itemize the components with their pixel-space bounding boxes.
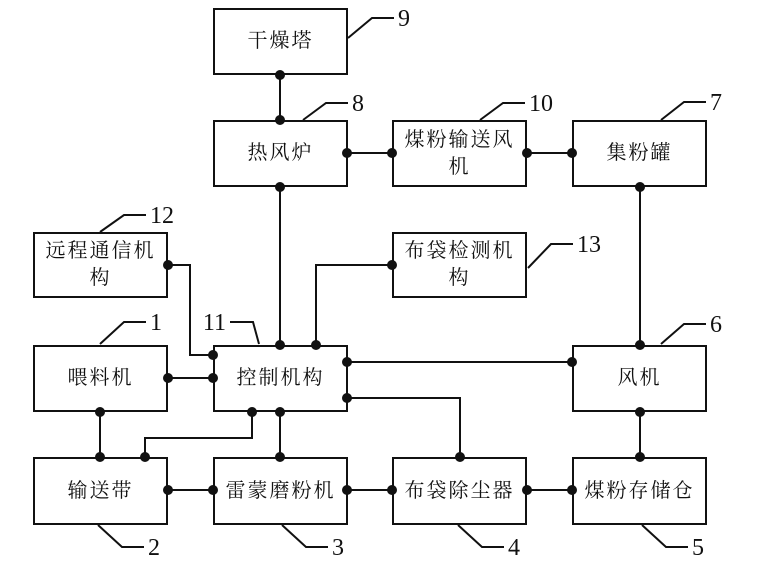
callout-leader-line xyxy=(458,525,504,547)
box-label-feeder: 喂料机 xyxy=(67,367,134,389)
callout-leader-line xyxy=(303,103,348,120)
callout-ref-1: 1 xyxy=(150,310,162,336)
box-powder-collecting-tank xyxy=(572,120,707,187)
box-label-coal-powder-transport-fan: 煤粉输送风机 xyxy=(404,128,515,178)
box-drying-tower xyxy=(213,8,348,75)
box-label-drying-tower: 干燥塔 xyxy=(247,30,314,52)
connector-line xyxy=(145,412,252,457)
callout-ref-8: 8 xyxy=(352,91,364,117)
callout-ref-11: 11 xyxy=(202,310,226,336)
box-bag-dust-collector xyxy=(392,457,527,525)
box-label-bag-detection: 布袋检测机构 xyxy=(404,240,515,289)
callout-ref-9: 9 xyxy=(398,6,410,32)
callout-leader-line xyxy=(642,525,688,547)
callout-leader-line xyxy=(230,322,259,344)
callout-leader-line xyxy=(98,525,144,547)
callout-ref-7: 7 xyxy=(710,90,722,116)
box-label-coal-powder-storage-bin: 煤粉存储仓 xyxy=(584,479,695,502)
callout-ref-2: 2 xyxy=(148,535,160,561)
callout-ref-12: 12 xyxy=(150,203,174,229)
connector-line xyxy=(316,265,392,345)
box-label-bag-dust-collector: 布袋除尘器 xyxy=(404,479,515,502)
box-raymond-mill xyxy=(213,457,348,525)
callout-ref-10: 10 xyxy=(529,91,553,117)
box-feeder xyxy=(33,345,168,412)
box-label-control-mechanism: 控制机构 xyxy=(236,367,325,389)
box-conveyor-belt xyxy=(33,457,168,525)
callout-leader-line xyxy=(661,324,706,344)
callout-leader-line xyxy=(348,18,394,38)
callout-leader-line xyxy=(480,103,525,120)
callout-leader-line xyxy=(100,215,146,232)
box-label-raymond-mill: 雷蒙磨粉机 xyxy=(225,479,336,502)
callout-leader-line xyxy=(282,525,328,547)
callout-ref-4: 4 xyxy=(508,535,520,561)
callout-ref-13: 13 xyxy=(577,232,601,258)
box-control-mechanism xyxy=(213,345,348,412)
box-coal-powder-transport-fan xyxy=(392,120,527,187)
callout-leader-line xyxy=(528,244,573,268)
callout-leader-line xyxy=(661,102,706,120)
connector-line xyxy=(347,398,460,457)
box-hot-air-furnace xyxy=(213,120,348,187)
box-bag-detection xyxy=(392,232,527,298)
callout-ref-5: 5 xyxy=(692,535,704,561)
callout-ref-3: 3 xyxy=(332,535,344,561)
box-coal-powder-storage-bin xyxy=(572,457,707,525)
box-label-remote-communication: 远程通信机构 xyxy=(45,240,156,289)
box-label-powder-collecting-tank: 集粉罐 xyxy=(606,142,673,164)
callout-leader-line xyxy=(100,322,146,344)
box-label-fan: 风机 xyxy=(617,367,662,389)
box-label-conveyor-belt: 输送带 xyxy=(67,479,134,502)
box-label-hot-air-furnace: 热风炉 xyxy=(247,142,314,164)
box-remote-communication xyxy=(33,232,168,298)
callout-ref-6: 6 xyxy=(710,312,722,338)
box-fan xyxy=(572,345,707,412)
